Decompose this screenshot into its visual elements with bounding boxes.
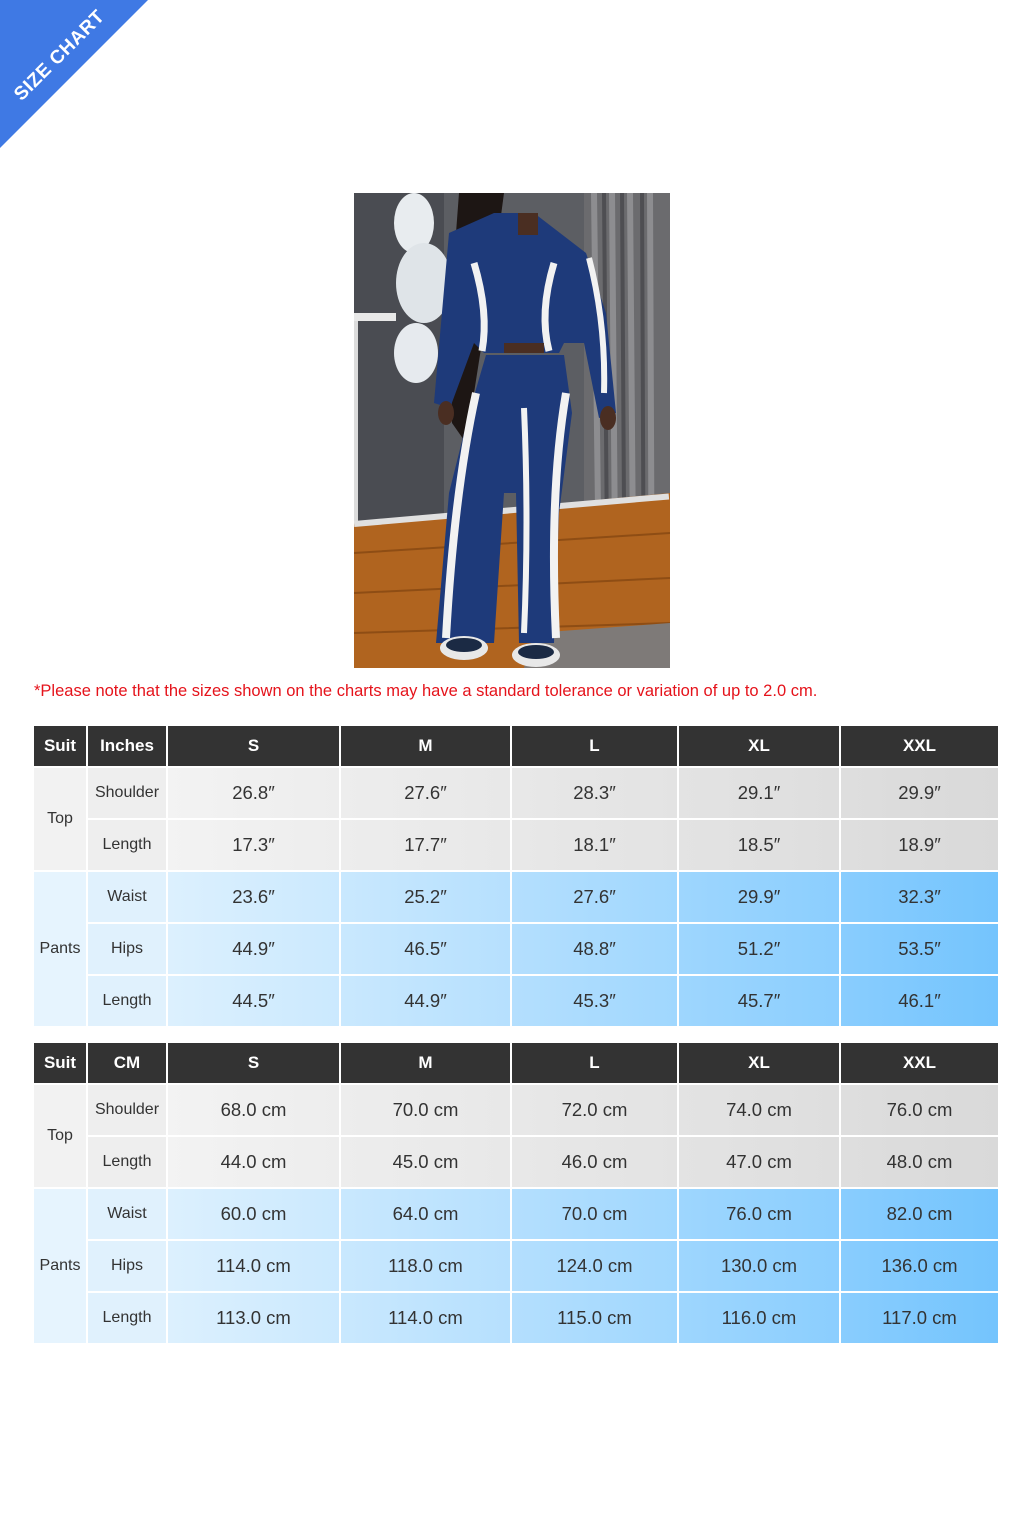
cell-value: 136.0 cm	[841, 1241, 998, 1291]
cell-value: 51.2″	[679, 924, 839, 974]
cell-value: 29.9″	[679, 872, 839, 922]
cell-value: 53.5″	[841, 924, 998, 974]
table-header-row	[34, 1043, 998, 1083]
table-header-row	[34, 726, 998, 766]
header-size-xl: XL	[679, 726, 839, 766]
cell-value: 72.0 cm	[512, 1085, 677, 1135]
cell-value: 28.3″	[512, 768, 677, 818]
cell-value: 70.0 cm	[512, 1189, 677, 1239]
header-suit: Suit	[34, 1043, 86, 1083]
table-row	[34, 872, 998, 922]
cell-value: 29.1″	[679, 768, 839, 818]
header-size-xxl: XXL	[841, 726, 998, 766]
cell-value: 32.3″	[841, 872, 998, 922]
cell-value: 70.0 cm	[341, 1085, 510, 1135]
cell-value: 48.0 cm	[841, 1137, 998, 1187]
cell-value: 27.6″	[341, 768, 510, 818]
cell-value: 64.0 cm	[341, 1189, 510, 1239]
cell-value: 46.0 cm	[512, 1137, 677, 1187]
table-row	[34, 820, 998, 870]
size-table-inches	[32, 724, 1000, 1028]
cell-value: 17.3″	[168, 820, 339, 870]
table-row	[34, 1293, 998, 1343]
header-size-l: L	[512, 726, 677, 766]
table-row	[34, 1085, 998, 1135]
cell-value: 76.0 cm	[679, 1189, 839, 1239]
cell-value: 46.5″	[341, 924, 510, 974]
cell-value: 82.0 cm	[841, 1189, 998, 1239]
cell-value: 118.0 cm	[341, 1241, 510, 1291]
cell-value: 45.3″	[512, 976, 677, 1026]
cell-value: 18.1″	[512, 820, 677, 870]
cell-value: 116.0 cm	[679, 1293, 839, 1343]
measure-label: Length	[88, 976, 166, 1026]
cell-value: 25.2″	[341, 872, 510, 922]
cell-value: 113.0 cm	[168, 1293, 339, 1343]
table-row	[34, 768, 998, 818]
measure-label: Shoulder	[88, 1085, 166, 1135]
group-label-top: Top	[34, 768, 86, 870]
cell-value: 45.0 cm	[341, 1137, 510, 1187]
table-row	[34, 1189, 998, 1239]
cell-value: 130.0 cm	[679, 1241, 839, 1291]
badge-triangle	[0, 0, 148, 148]
cell-value: 18.9″	[841, 820, 998, 870]
cell-value: 17.7″	[341, 820, 510, 870]
group-label-pants: Pants	[34, 1189, 86, 1343]
cell-value: 74.0 cm	[679, 1085, 839, 1135]
header-suit: Suit	[34, 726, 86, 766]
cell-value: 44.0 cm	[168, 1137, 339, 1187]
tolerance-note: *Please note that the sizes shown on the charts may have a standard tolerance or variation of up to 2.0 cm.	[34, 682, 818, 700]
measure-label: Length	[88, 1293, 166, 1343]
measure-label: Hips	[88, 924, 166, 974]
cell-value: 27.6″	[512, 872, 677, 922]
header-size-m: M	[341, 1043, 510, 1083]
model-photo	[354, 193, 670, 668]
measure-label: Shoulder	[88, 768, 166, 818]
header-size-m: M	[341, 726, 510, 766]
size-chart-badge	[0, 0, 150, 150]
measure-label: Waist	[88, 872, 166, 922]
header-size-s: S	[168, 1043, 339, 1083]
measure-label: Length	[88, 820, 166, 870]
header-size-xxl: XXL	[841, 1043, 998, 1083]
cell-value: 29.9″	[841, 768, 998, 818]
cell-value: 48.8″	[512, 924, 677, 974]
group-label-top: Top	[34, 1085, 86, 1187]
table-row	[34, 976, 998, 1026]
table-row	[34, 924, 998, 974]
cell-value: 44.9″	[168, 924, 339, 974]
cell-value: 124.0 cm	[512, 1241, 677, 1291]
size-table-cm	[32, 1041, 1000, 1345]
cell-value: 68.0 cm	[168, 1085, 339, 1135]
badge-label: SIZE CHART	[10, 6, 110, 106]
cell-value: 45.7″	[679, 976, 839, 1026]
table-row	[34, 1137, 998, 1187]
header-size-s: S	[168, 726, 339, 766]
measure-label: Waist	[88, 1189, 166, 1239]
header-size-xl: XL	[679, 1043, 839, 1083]
cell-value: 115.0 cm	[512, 1293, 677, 1343]
cell-value: 44.9″	[341, 976, 510, 1026]
cell-value: 44.5″	[168, 976, 339, 1026]
cell-value: 114.0 cm	[341, 1293, 510, 1343]
measure-label: Length	[88, 1137, 166, 1187]
header-unit: CM	[88, 1043, 166, 1083]
group-label-pants: Pants	[34, 872, 86, 1026]
header-unit: Inches	[88, 726, 166, 766]
cell-value: 23.6″	[168, 872, 339, 922]
header-size-l: L	[512, 1043, 677, 1083]
cell-value: 76.0 cm	[841, 1085, 998, 1135]
cell-value: 117.0 cm	[841, 1293, 998, 1343]
cell-value: 46.1″	[841, 976, 998, 1026]
measure-label: Hips	[88, 1241, 166, 1291]
cell-value: 47.0 cm	[679, 1137, 839, 1187]
cell-value: 26.8″	[168, 768, 339, 818]
cell-value: 18.5″	[679, 820, 839, 870]
table-row	[34, 1241, 998, 1291]
cell-value: 60.0 cm	[168, 1189, 339, 1239]
cell-value: 114.0 cm	[168, 1241, 339, 1291]
